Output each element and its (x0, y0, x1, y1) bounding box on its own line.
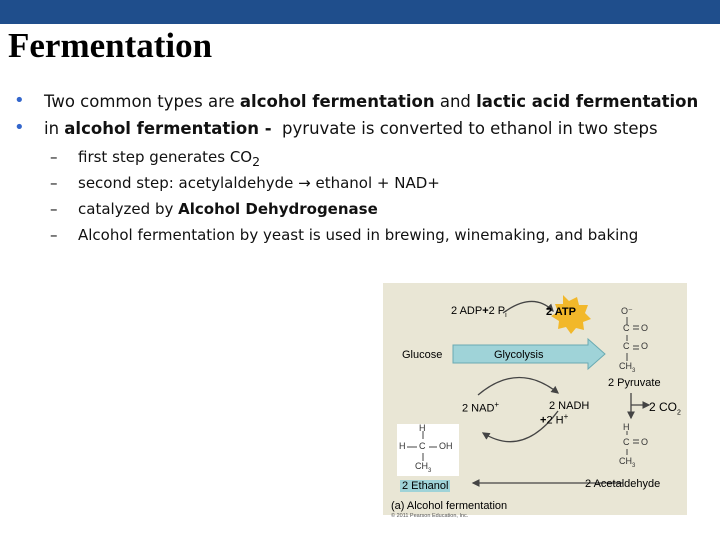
glucose-label: Glucose (402, 349, 443, 361)
nad-cycle-arrow-top (478, 377, 558, 395)
atp-label: 2 ATP (546, 306, 576, 318)
nad-label: 2 NAD+ (462, 400, 500, 415)
dash-marker: – (50, 200, 58, 218)
co2-label: 2 $CO_2$ (649, 400, 681, 417)
ethanol-label: 2 Ethanol (402, 480, 449, 492)
bullet-marker: • (14, 90, 25, 111)
dash-marker: – (50, 226, 58, 244)
slide-title: Fermentation (8, 26, 213, 65)
bullet-1-text: Two common types are alcohol fermentation and lactic acid fermentation (44, 92, 699, 111)
ethanol-oh: OH (439, 441, 453, 451)
acetaldehyde-h: H (623, 422, 630, 432)
pyruvate-o2: O (641, 341, 649, 351)
ethanol-ch3: $CH_3$ (415, 461, 432, 474)
pyruvate-label: 2 Pyruvate (608, 377, 661, 389)
pyruvate-c2: C (623, 341, 630, 351)
ethanol-h-top: H (419, 423, 426, 433)
right-arrow-icon: → (298, 174, 311, 192)
glycolysis-label: Glycolysis (494, 349, 544, 361)
bullet-marker: • (14, 117, 25, 138)
acetaldehyde-label: 2 Acetaldehyde (585, 478, 661, 490)
bullet-2-text: in alcohol fermentation - pyruvate is converted to ethanol in two steps (44, 119, 658, 138)
dash-marker: – (50, 174, 58, 192)
acetaldehyde-o: O (641, 437, 649, 447)
ethanol-c: C (419, 441, 426, 451)
h-plus-label: +2 H+ (540, 412, 569, 427)
acetaldehyde-ch3: $CH_3$ (619, 456, 636, 469)
top-bar (0, 0, 720, 24)
nadh-label: 2 NADH (549, 400, 590, 412)
figure-caption: (a) Alcohol fermentation (391, 500, 508, 512)
pyruvate-o-minus: O⁻ (621, 306, 633, 316)
pyruvate-ch3: $CH_3$ (619, 361, 636, 374)
pyruvate-o1: O (641, 323, 649, 333)
fermentation-diagram (383, 283, 687, 519)
ethanol-h-left: H (399, 441, 406, 451)
acetaldehyde-c: C (623, 437, 630, 447)
pyruvate-c1: C (623, 323, 630, 333)
dash-marker: – (50, 148, 58, 166)
credit-text: © 2011 Pearson Education, Inc. (391, 513, 469, 519)
adp-label: 2 ADP+2 $P_i$ (451, 305, 507, 320)
